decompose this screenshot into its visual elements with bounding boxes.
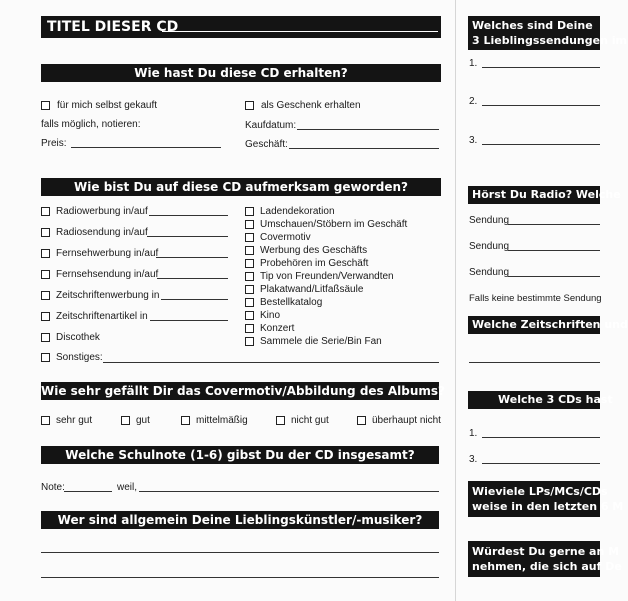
- attention-left-checkbox[interactable]: [41, 207, 50, 216]
- attention-right-checkbox[interactable]: [245, 311, 254, 320]
- cd-number-1: 1.: [469, 428, 478, 439]
- cd-title-field[interactable]: [162, 31, 438, 32]
- purchase-count-heading: [468, 481, 624, 517]
- note-if-possible: falls möglich, notieren:: [41, 119, 141, 130]
- because-label: weil,: [117, 482, 138, 493]
- broadcast-field-3[interactable]: [508, 276, 600, 277]
- show-number-2: 2.: [469, 96, 478, 107]
- purchase-count-line-1: Wieviele LPs/MCs/CDs: [472, 485, 608, 498]
- cd-field-3[interactable]: [482, 463, 600, 464]
- show-field-2[interactable]: [482, 105, 600, 106]
- purchase-date-field[interactable]: [297, 129, 439, 130]
- attention-right-checkbox[interactable]: [245, 259, 254, 268]
- purchase-count-line-2: weise in den letzten 6 M: [472, 500, 624, 513]
- attention-left-field[interactable]: [147, 236, 228, 237]
- attention-right-label: Sammele die Serie/Bin Fan: [260, 336, 382, 347]
- artists-line-1[interactable]: [41, 552, 439, 553]
- attention-heading: Wie bist Du auf diese CD aufmerksam geworden?: [41, 178, 441, 196]
- cd-title-label: TITEL DIESER CD: [47, 19, 179, 35]
- attention-right-checkbox[interactable]: [245, 285, 254, 294]
- cd-number-3: 3.: [469, 454, 478, 465]
- cover-rating-checkbox[interactable]: [357, 416, 366, 425]
- attention-left-label: Zeitschriftenartikel in: [56, 311, 148, 322]
- purchase-date-label: Kaufdatum:: [245, 120, 297, 131]
- favourite-shows-line-2: 3 Lieblingssendungen im: [472, 34, 627, 47]
- participation-line-1: Würdest Du gerne an M: [472, 545, 620, 558]
- attention-right-label: Ladendekoration: [260, 206, 335, 217]
- cover-rating-label: sehr gut: [56, 415, 93, 426]
- grade-field[interactable]: [64, 491, 112, 492]
- attention-right-label: Plakatwand/Litfaßsäule: [260, 284, 364, 295]
- attention-left-checkbox[interactable]: [41, 270, 50, 279]
- attention-right-checkbox[interactable]: [245, 337, 254, 346]
- broadcast-field-2[interactable]: [508, 250, 600, 251]
- magazines-heading: [468, 316, 628, 334]
- note-label: Note:: [41, 482, 65, 493]
- radio-heading: [468, 186, 621, 204]
- cds-heading: [468, 391, 613, 409]
- attention-left-checkbox[interactable]: [41, 291, 50, 300]
- cd-title-bar: [41, 16, 441, 38]
- cover-rating-label: gut: [136, 415, 150, 426]
- other-field[interactable]: [103, 362, 439, 363]
- show-number-1: 1.: [469, 58, 478, 69]
- cover-rating-label: mittelmäßig: [196, 415, 248, 426]
- broadcast-field-1[interactable]: [508, 224, 600, 225]
- cd-field-1[interactable]: [482, 437, 600, 438]
- show-field-1[interactable]: [482, 67, 600, 68]
- magazines-field[interactable]: [469, 362, 600, 363]
- attention-left-label: Discothek: [56, 332, 100, 343]
- cover-rating-checkbox[interactable]: [181, 416, 190, 425]
- cover-rating-label: nicht gut: [291, 415, 329, 426]
- attention-right-label: Werbung des Geschäfts: [260, 245, 368, 256]
- attention-right-label: Probehören im Geschäft: [260, 258, 369, 269]
- other-checkbox[interactable]: [41, 353, 50, 362]
- participation-line-2: nehmen, die sich auf De: [472, 560, 622, 573]
- attention-right-label: Covermotiv: [260, 232, 311, 243]
- because-field[interactable]: [139, 491, 439, 492]
- cover-rating-label: überhaupt nicht: [372, 415, 441, 426]
- broadcast-label-1: Sendung: [469, 215, 510, 226]
- attention-right-checkbox[interactable]: [245, 207, 254, 216]
- attention-left-label: Fernsehsendung in/auf: [56, 269, 159, 280]
- gift-label: als Geschenk erhalten: [261, 100, 361, 111]
- magazines-heading-text: Welche Zeitschriften und: [472, 318, 628, 331]
- artists-line-2[interactable]: [41, 577, 439, 578]
- attention-right-label: Tip von Freunden/Verwandten: [260, 271, 394, 282]
- attention-left-field[interactable]: [149, 215, 228, 216]
- attention-right-label: Umschauen/Stöbern im Geschäft: [260, 219, 408, 230]
- page-fold: [455, 0, 456, 601]
- shop-label: Geschäft:: [245, 139, 288, 150]
- attention-left-field[interactable]: [156, 257, 228, 258]
- attention-right-checkbox[interactable]: [245, 220, 254, 229]
- attention-left-label: Radiowerbung in/auf: [56, 206, 148, 217]
- favourite-shows-line-1: Welches sind Deine: [472, 19, 593, 32]
- attention-left-label: Zeitschriftenwerbung in: [56, 290, 160, 301]
- attention-left-label: Radiosendung in/auf: [56, 227, 148, 238]
- favourite-shows-heading: [468, 16, 627, 50]
- attention-right-checkbox[interactable]: [245, 324, 254, 333]
- cover-heading: Wie sehr gefällt Dir das Covermotiv/Abbildung des Albums?: [41, 384, 446, 398]
- attention-right-checkbox[interactable]: [245, 298, 254, 307]
- attention-left-label: Fernsehwerbung in/auf: [56, 248, 159, 259]
- attention-left-checkbox[interactable]: [41, 249, 50, 258]
- no-specific-broadcast: Falls keine bestimmte Sendung: [469, 293, 602, 304]
- price-label: Preis:: [41, 138, 67, 149]
- show-number-3: 3.: [469, 135, 478, 146]
- show-field-3[interactable]: [482, 144, 600, 145]
- attention-right-label: Konzert: [260, 323, 295, 334]
- cover-rating-checkbox[interactable]: [121, 416, 130, 425]
- broadcast-label-2: Sendung: [469, 241, 510, 252]
- attention-left-field[interactable]: [150, 320, 228, 321]
- attention-right-checkbox[interactable]: [245, 272, 254, 281]
- gift-checkbox[interactable]: [245, 101, 254, 110]
- cover-rating-checkbox[interactable]: [41, 416, 50, 425]
- broadcast-label-3: Sendung: [469, 267, 510, 278]
- shop-field[interactable]: [289, 148, 439, 149]
- bought-checkbox[interactable]: [41, 101, 50, 110]
- attention-right-label: Kino: [260, 310, 281, 321]
- attention-left-field[interactable]: [161, 299, 228, 300]
- attention-right-checkbox[interactable]: [245, 233, 254, 242]
- price-field[interactable]: [71, 147, 221, 148]
- attention-right-checkbox[interactable]: [245, 246, 254, 255]
- cds-heading-text: Welche 3 CDs hast: [498, 393, 613, 406]
- bought-label: für mich selbst gekauft: [57, 100, 158, 111]
- attention-right-label: Bestellkatalog: [260, 297, 323, 308]
- cover-rating-checkbox[interactable]: [276, 416, 285, 425]
- other-label: Sonstiges:: [56, 352, 103, 363]
- attention-left-field[interactable]: [157, 278, 228, 279]
- attention-left-checkbox[interactable]: [41, 228, 50, 237]
- grade-heading: Welche Schulnote (1-6) gibst Du der CD insgesamt?: [41, 446, 439, 464]
- received-heading: Wie hast Du diese CD erhalten?: [41, 64, 441, 82]
- participation-heading: [468, 541, 622, 577]
- attention-left-checkbox[interactable]: [41, 312, 50, 321]
- attention-left-checkbox[interactable]: [41, 333, 50, 342]
- artists-heading: Wer sind allgemein Deine Lieblingskünstler/-musiker?: [41, 511, 439, 529]
- radio-heading-text: Hörst Du Radio? Welche: [472, 188, 621, 201]
